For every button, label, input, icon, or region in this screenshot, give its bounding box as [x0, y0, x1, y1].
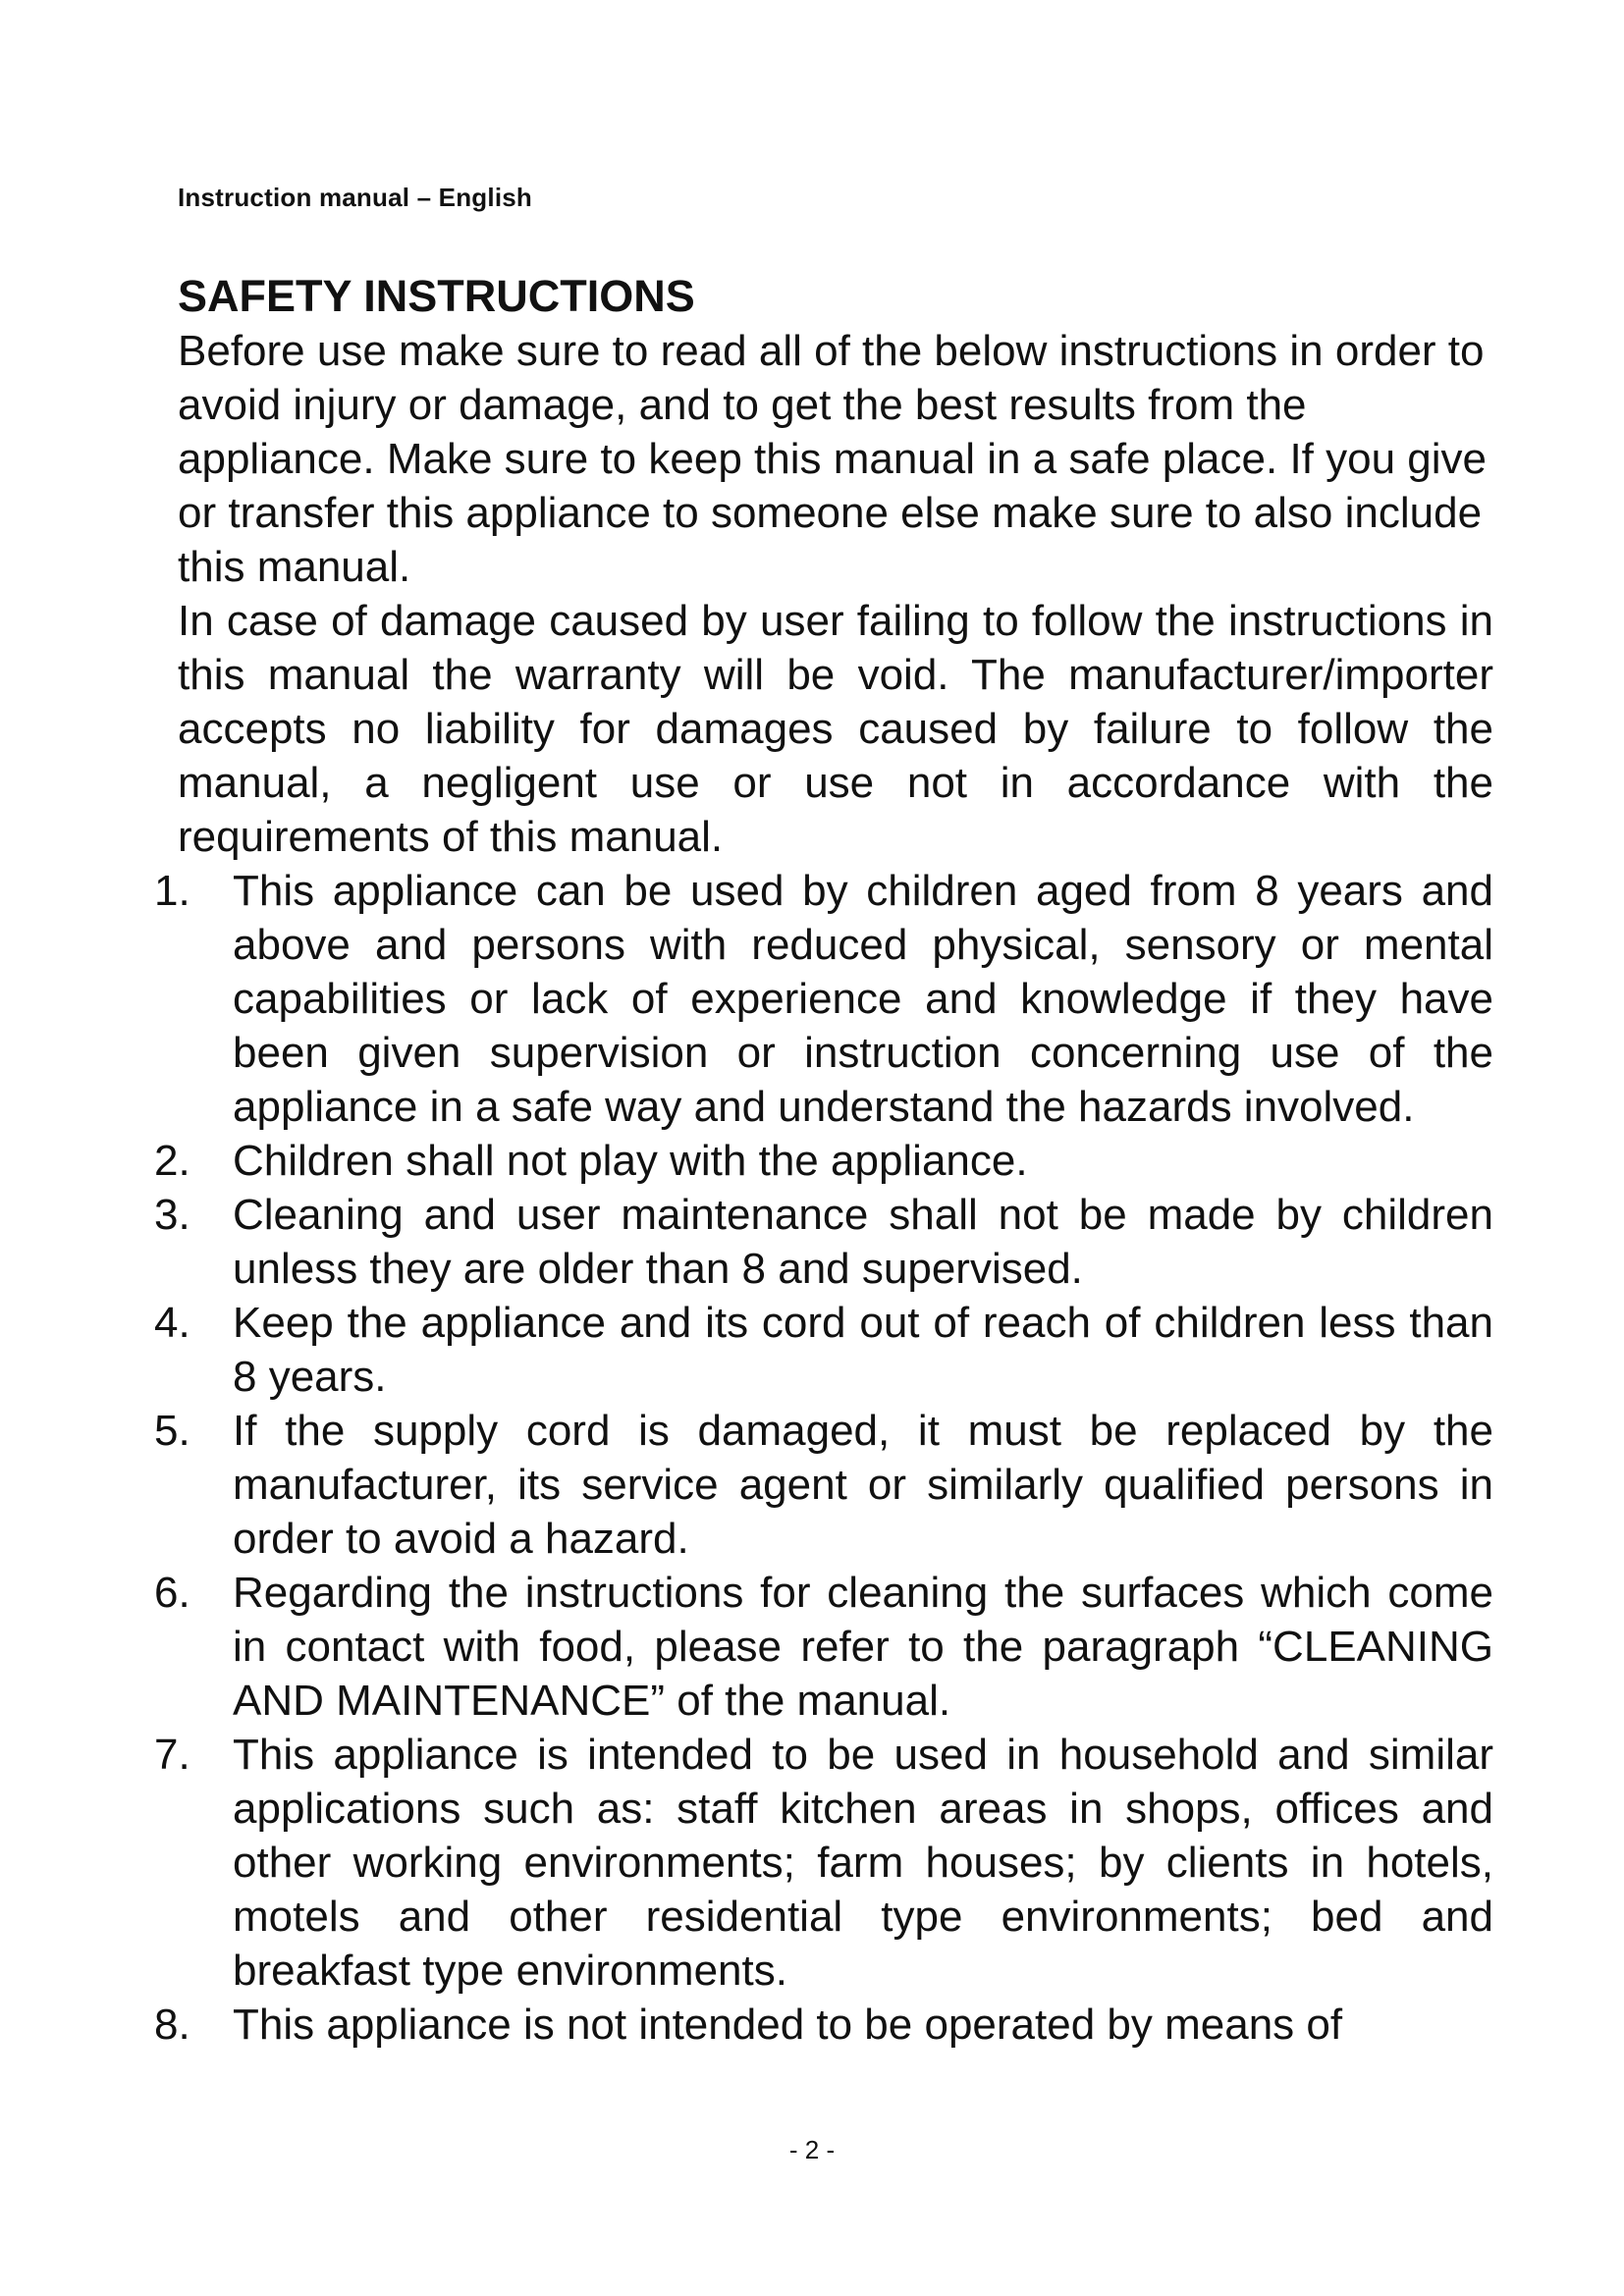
- safety-section: [154, 269, 1493, 2052]
- item-text: This appliance can be used by children aged from 8 years and above and persons with reduced physical, sensory or mental capabilities or lack of experience and knowledge if they have been given supervision or instruction concerning use of the appliance in a safe way and understand the hazards involved.: [233, 867, 1493, 1131]
- liability-paragraph: In case of damage caused by user failing to follow the instructions in this manual the warranty will be void. The manufacturer/importer accepts no liability for damages caused by failure to follow the manual, a negligent use or use not in accordance with the requirements of this manual.: [178, 597, 1493, 861]
- item-number: 1.: [154, 867, 190, 915]
- item-text: Children shall not play with the appliance.: [233, 1137, 1028, 1185]
- item-number: 7.: [154, 1731, 190, 1779]
- item-text: Regarding the instructions for cleaning the surfaces which come in contact with food, please refer to the paragraph “CLEANING AND MAINTENANCE” of the manual.: [233, 1569, 1493, 1725]
- item-number: 2.: [154, 1137, 190, 1185]
- item-text: If the supply cord is damaged, it must be replaced by the manufacturer, its service agent or similarly qualified persons in order to avoid a hazard.: [233, 1407, 1493, 1563]
- list-item: [154, 1566, 1493, 1728]
- item-number: 4.: [154, 1299, 190, 1347]
- item-number: 8.: [154, 2001, 190, 2049]
- item-number: 3.: [154, 1191, 190, 1239]
- safety-list: [154, 864, 1493, 2052]
- item-text: This appliance is not intended to be operated by means of: [233, 2001, 1343, 2049]
- section-title: SAFETY INSTRUCTIONS: [178, 271, 695, 321]
- item-text: Cleaning and user maintenance shall not be made by children unless they are older than 8 and supervised.: [233, 1191, 1493, 1293]
- intro-paragraph: Before use make sure to read all of the below instructions in order to avoid injury or damage, and to get the best results from the appliance. Make sure to keep this manual in a safe place. If you give or transfer this appliance to someone else make sure to also include this manual.: [178, 327, 1487, 591]
- list-item: [154, 1134, 1493, 1188]
- list-item: [154, 1188, 1493, 1296]
- list-item: [154, 864, 1493, 1134]
- item-number: 6.: [154, 1569, 190, 1617]
- list-item: [154, 1728, 1493, 1998]
- list-item: [154, 1404, 1493, 1566]
- list-item: [154, 1296, 1493, 1404]
- item-number: 5.: [154, 1407, 190, 1455]
- item-text: Keep the appliance and its cord out of reach of children less than 8 years.: [233, 1299, 1493, 1401]
- list-item: [154, 1998, 1493, 2052]
- page-number: - 2 -: [788, 2135, 836, 2164]
- running-header: Instruction manual – English: [178, 183, 532, 212]
- item-text: This appliance is intended to be used in household and similar applications such as: staff kitchen areas in shops, offices and other working environments; farm houses; by clients in hotels, motels and other residential type environments; bed and breakfast type environments.: [233, 1731, 1493, 1995]
